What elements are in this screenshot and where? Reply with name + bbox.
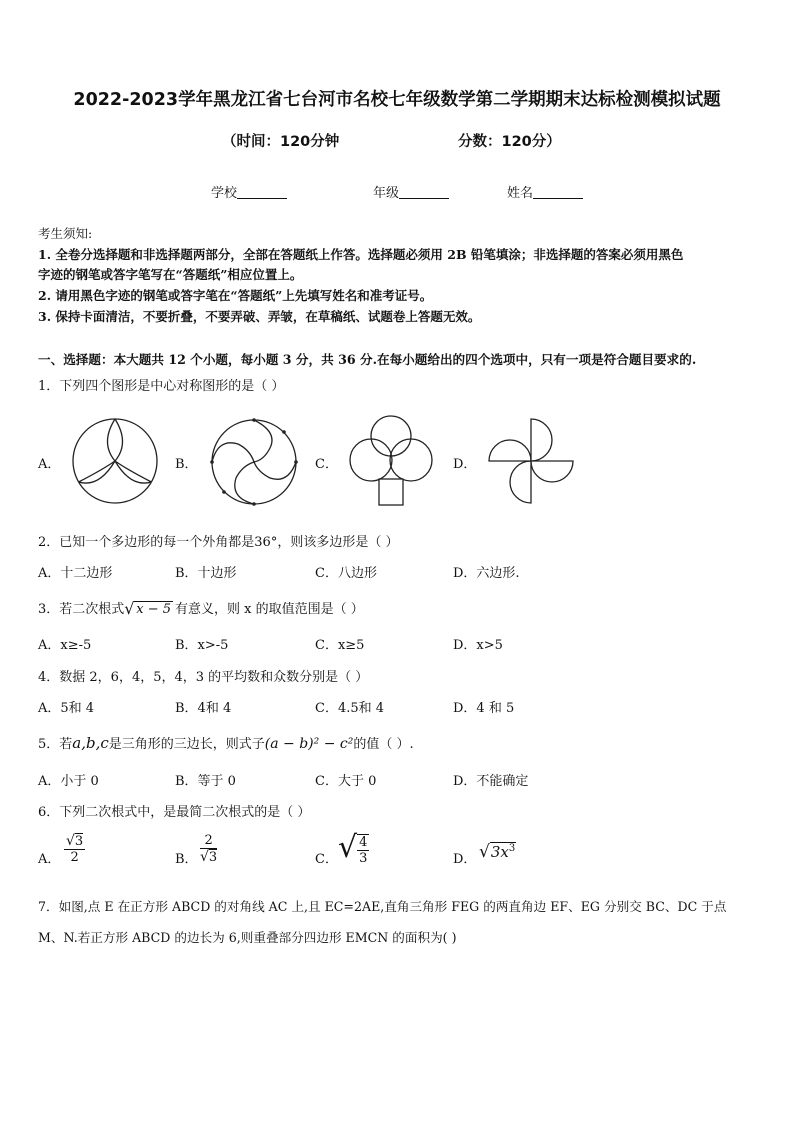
q3-option-b: B．x>-5	[175, 638, 229, 653]
fraction-denominator: 2	[70, 850, 79, 865]
score-label: 分数：120分）	[458, 134, 561, 150]
q5-option-a: A．小于 0	[38, 774, 99, 789]
q5-stem-middle: 是三角形的三边长，则式子	[108, 737, 265, 752]
name-blank	[533, 186, 583, 199]
q6-option-b: B．	[175, 852, 198, 867]
q1-figure-b	[208, 418, 300, 506]
sqrt-symbol: √	[338, 830, 358, 865]
fraction-numerator: 4	[359, 835, 368, 850]
q2-option-a: A．十二边形	[38, 566, 113, 581]
q1-option-a: A．	[38, 457, 61, 472]
question-4-stem: 4．数据 2，6，4，5，4，3 的平均数和众数分别是（ ）	[38, 670, 369, 685]
q3-stem-suffix: 有意义，则 x 的取值范围是（ ）	[175, 602, 364, 617]
school-blank	[237, 186, 287, 199]
q1-figure-d	[488, 418, 574, 504]
exponent: 3	[508, 843, 516, 854]
page-title: 2022-2023学年黑龙江省七台河市名校七年级数学第二学期期末达标检测模拟试题	[73, 90, 721, 110]
q1-option-c: C．	[315, 457, 338, 472]
q4-option-a: A．5和 4	[38, 701, 95, 716]
question-6-stem: 6．下列二次根式中，是最简二次根式的是（ ）	[38, 805, 311, 820]
school-label: 学校	[211, 186, 238, 201]
question-7-line-2: M、N.若正方形 ABCD 的边长为 6,则重叠部分四边形 EMCN 的面积为( )	[38, 930, 457, 945]
sqrt-fraction	[357, 834, 369, 866]
q1-figure-a	[72, 418, 158, 504]
q3-radicand: x − 5	[136, 602, 172, 617]
q5-variables: a,b,c	[72, 734, 109, 752]
fraction-numerator: 2	[200, 833, 217, 849]
note-item: 1. 全卷分选择题和非选择题两部分，全部在答题纸上作答。选择题必须用 2B 铅笔填涂；非选择题的答案必须用黑色	[38, 247, 684, 262]
grade-field	[373, 182, 449, 201]
q6-option-c: C．	[315, 852, 338, 867]
q1-option-d: D．	[453, 457, 477, 472]
school-field	[211, 182, 287, 201]
question-1-stem: 1．下列四个图形是中心对称图形的是（ ）	[38, 379, 285, 394]
q5-stem-suffix: 的值（ ）.	[353, 737, 414, 752]
q5-option-d: D．不能确定	[453, 774, 529, 789]
fraction-denominator: 3	[359, 851, 368, 866]
q2-option-d: D．六边形.	[453, 566, 520, 581]
q6-option-a-math	[64, 833, 85, 865]
grade-blank	[399, 186, 449, 199]
question-3-stem	[38, 598, 364, 617]
q5-stem-prefix: 5．若	[38, 737, 73, 752]
notes-heading: 考生须知:	[38, 226, 93, 241]
question-7-line-1: 7．如图,点 E 在正方形 ABCD 的对角线 AC 上,且 EC=2AE,直角三角形 FEG 的两直角边 EF、EG 分别交 BC、DC 于点	[38, 899, 727, 914]
radicand	[490, 842, 516, 861]
q4-option-b: B．4和 4	[175, 701, 232, 716]
q6-option-b-math	[200, 833, 217, 865]
q4-option-d: D．4 和 5	[453, 701, 515, 716]
grade-label: 年级	[373, 186, 400, 201]
name-field	[507, 182, 583, 201]
q5-option-b: B．等于 0	[175, 774, 236, 789]
q2-option-c: C．八边形	[315, 566, 377, 581]
sqrt-expression: √ x − 5	[124, 599, 172, 618]
fraction-denominator: √3	[200, 849, 218, 865]
note-item: 字迹的钢笔或答字笔写在“答题纸”相应位置上。	[38, 267, 303, 282]
q2-option-b: B．十边形	[175, 566, 237, 581]
fraction-numerator: √3	[66, 833, 84, 849]
radicand-base: 3x	[490, 843, 509, 861]
note-item: 3. 保持卡面清洁，不要折叠，不要弄破、弄皱，在草稿纸、试题卷上答题无效。	[38, 309, 481, 324]
question-5-stem	[38, 733, 414, 752]
q1-option-b: B．	[175, 457, 198, 472]
q6-option-d: D．	[453, 852, 477, 867]
radicand: 3	[208, 850, 218, 865]
q3-option-c: C．x≥5	[315, 638, 365, 653]
q4-option-c: C．4.5和 4	[315, 701, 385, 716]
q5-expression: (a − b)² − c²	[264, 736, 354, 752]
radicand: 3	[74, 834, 84, 849]
q5-option-c: C．大于 0	[315, 774, 377, 789]
question-2-stem: 2．已知一个多边形的每一个外角都是36°，则该多边形是（ ）	[38, 535, 399, 550]
q6-option-d-math: $√3x^3$	[479, 842, 516, 862]
q6-option-a: A．	[38, 852, 61, 867]
name-label: 姓名	[507, 186, 534, 201]
time-label: （时间：120分钟	[222, 134, 340, 150]
q1-figure-c	[345, 414, 437, 508]
q6-option-c-math	[338, 830, 369, 866]
q3-option-a: A．x≥-5	[38, 638, 92, 653]
q3-option-d: D．x>5	[453, 638, 503, 653]
section-heading: 一、选择题：本大题共 12 个小题，每小题 3 分，共 36 分.在每小题给出的四个选项中，只有一项是符合题目要求的.	[38, 352, 697, 367]
q3-stem-prefix: 3．若二次根式	[38, 602, 125, 617]
note-item: 2. 请用黑色字迹的钢笔或答字笔在“答题纸”上先填写姓名和准考证号。	[38, 288, 433, 303]
